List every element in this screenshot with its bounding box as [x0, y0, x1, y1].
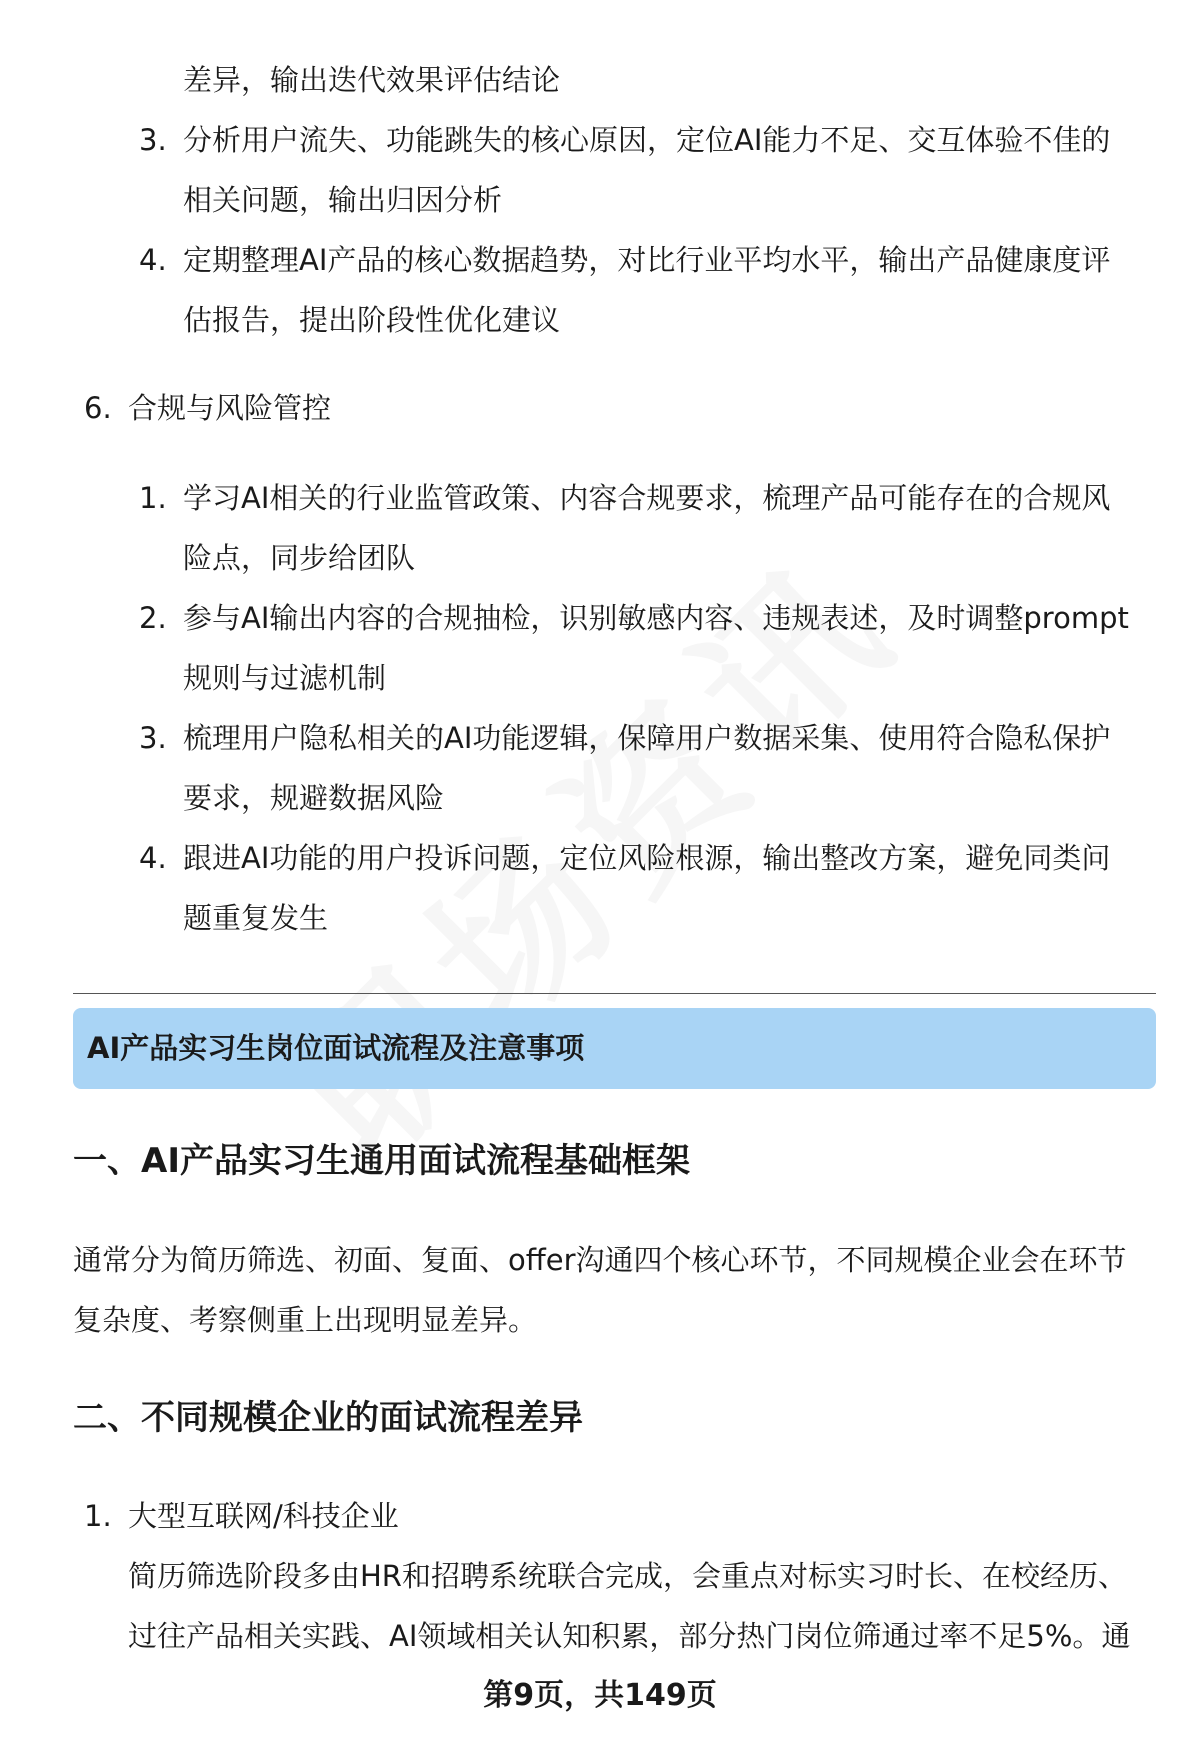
list-item-number: 4.: [139, 243, 167, 277]
list-item-number: 1.: [84, 1499, 112, 1533]
banner-title: AI产品实习生岗位面试流程及注意事项: [87, 1031, 585, 1065]
list-item-text: 规则与过滤机制: [183, 661, 387, 695]
list-item-text: 学习AI相关的行业监管政策、内容合规要求，梳理产品可能存在的合规风: [183, 481, 1111, 515]
list-item-text: 跟进AI功能的用户投诉问题，定位风险根源，输出整改方案，避免同类问: [183, 841, 1111, 875]
paragraph-line: 复杂度、考察侧重上出现明显差异。: [73, 1303, 538, 1337]
list-item-text: 梳理用户隐私相关的AI功能逻辑，保障用户数据采集、使用符合隐私保护: [183, 721, 1111, 755]
list-item-text: 分析用户流失、功能跳失的核心原因，定位AI能力不足、交互体验不佳的: [183, 123, 1111, 157]
section-banner: [73, 1008, 1156, 1089]
list-item-number: 3.: [139, 123, 167, 157]
list-item-number: 2.: [139, 601, 167, 635]
horizontal-divider: [73, 993, 1156, 994]
list-item-number: 3.: [139, 721, 167, 755]
list-item-text: 题重复发生: [183, 901, 329, 935]
list-item-continuation: 差异，输出迭代效果评估结论: [183, 63, 561, 97]
list-item-text: 要求，规避数据风险: [183, 781, 445, 815]
page-footer: 第9页，共149页: [483, 1678, 717, 1713]
list-item-number: 4.: [139, 841, 167, 875]
list-item-text: 简历筛选阶段多由HR和招聘系统联合完成，会重点对标实习时长、在校经历、: [128, 1559, 1127, 1593]
list-item-text: 过往产品相关实践、AI领域相关认知积累，部分热门岗位筛通过率不足5%。通: [128, 1619, 1131, 1653]
section-title: 合规与风险管控: [128, 391, 332, 425]
list-item-text: 估报告，提出阶段性优化建议: [183, 303, 561, 337]
list-item-text: 险点，同步给团队: [183, 541, 416, 575]
heading-1: 一、AI产品实习生通用面试流程基础框架: [73, 1141, 690, 1181]
section-number: 6.: [84, 391, 112, 425]
list-item-text: 参与AI输出内容的合规抽检，识别敏感内容、违规表述，及时调整prompt: [183, 601, 1129, 635]
list-item-text: 相关问题，输出归因分析: [183, 183, 503, 217]
heading-2: 二、不同规模企业的面试流程差异: [73, 1398, 583, 1438]
paragraph-line: 通常分为简历筛选、初面、复面、offer沟通四个核心环节，不同规模企业会在环节: [73, 1243, 1127, 1277]
list-item-text: 定期整理AI产品的核心数据趋势，对比行业平均水平，输出产品健康度评: [183, 243, 1111, 277]
list-item-number: 1.: [139, 481, 167, 515]
list-item-title: 大型互联网/科技企业: [128, 1499, 399, 1533]
